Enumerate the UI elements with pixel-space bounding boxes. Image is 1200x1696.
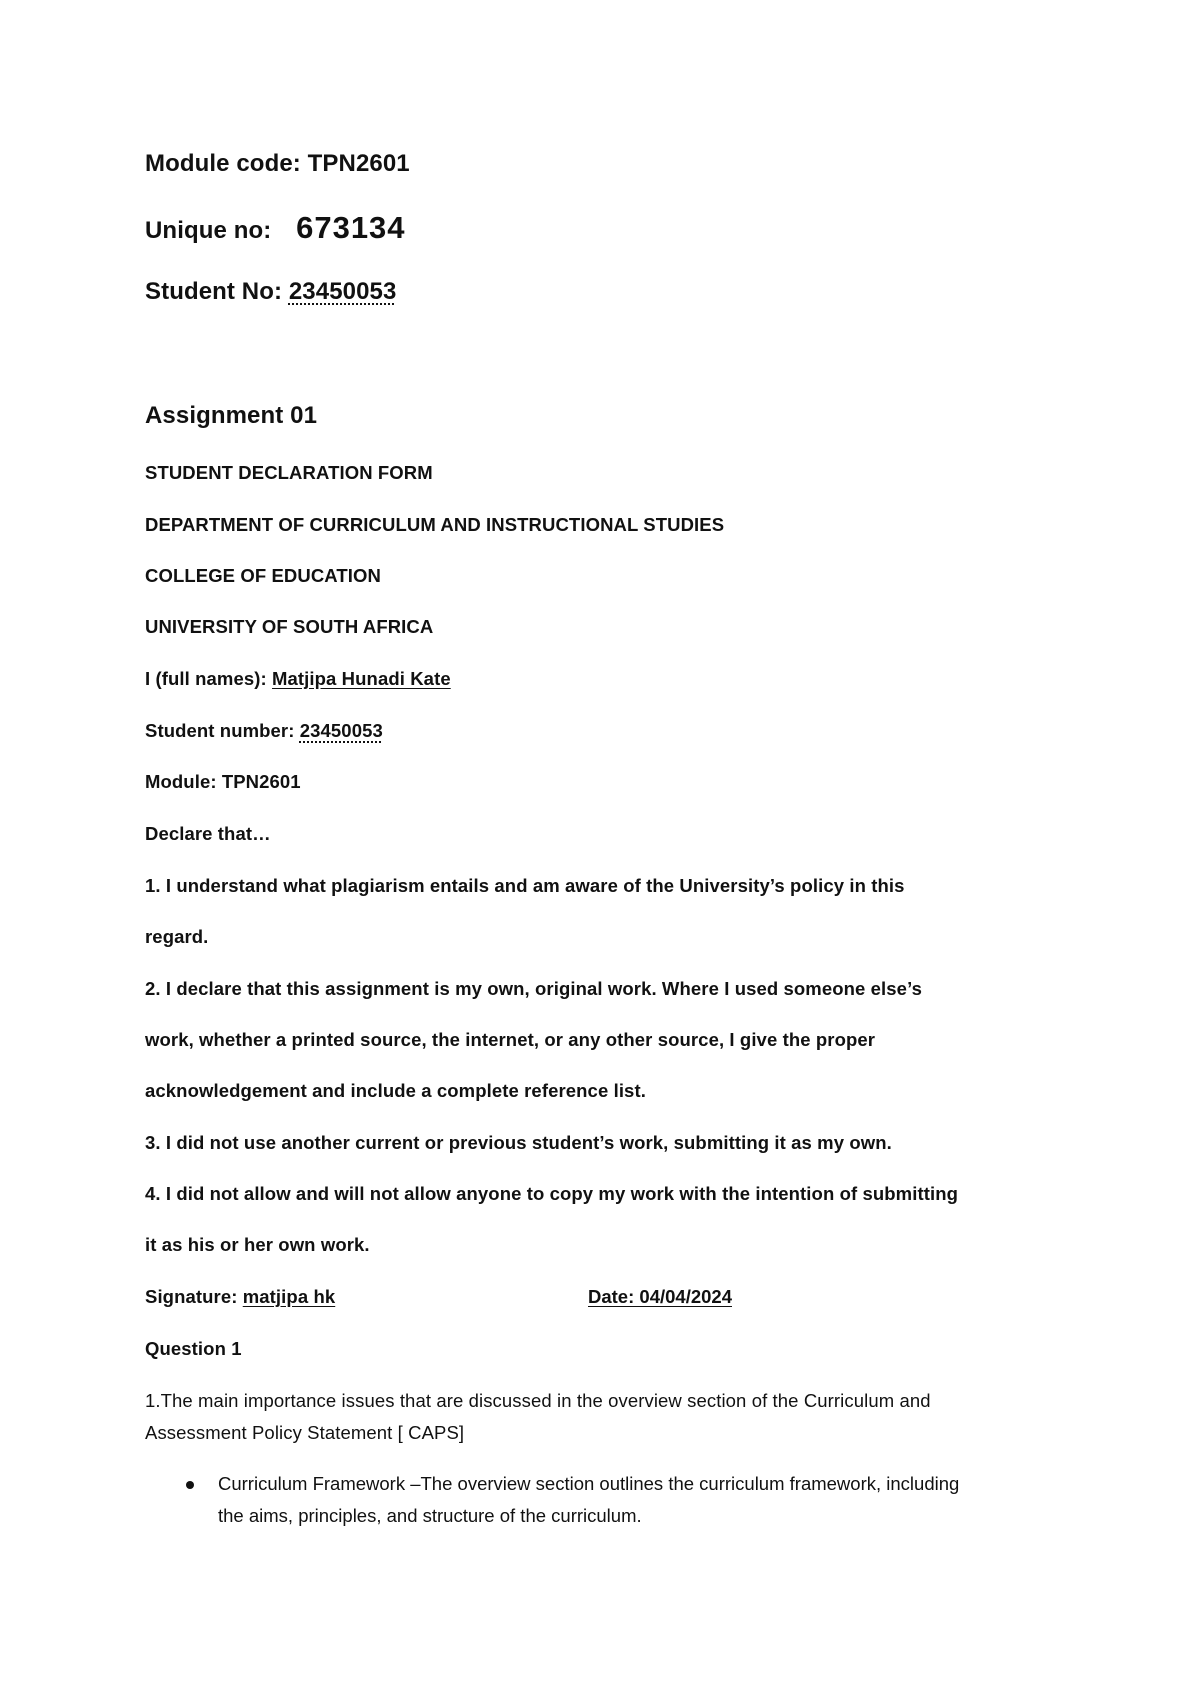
question-text-line: Assessment Policy Statement [ CAPS] [145, 1422, 465, 1443]
student-no-line [145, 278, 396, 306]
form-title: STUDENT DECLARATION FORM [145, 462, 433, 483]
declaration-line: 3. I did not use another current or previous student’s work, submitting it as my own. [145, 1132, 892, 1153]
declaration-line: it as his or her own work. [145, 1234, 370, 1255]
module-line: Module: TPN2601 [145, 771, 301, 792]
bullet-text-line: the aims, principles, and structure of the curriculum. [218, 1505, 642, 1526]
question-text-line: 1.The main importance issues that are discussed in the overview section of the Curriculum and [145, 1390, 931, 1411]
signature-value: matjipa hk [242, 1286, 336, 1307]
assignment-title: Assignment 01 [145, 402, 318, 429]
full-names-label: I (full names): [145, 668, 267, 689]
student-number-line [145, 720, 383, 742]
declaration-line: acknowledgement and include a complete reference list. [145, 1080, 646, 1101]
college-line: COLLEGE OF EDUCATION [145, 565, 381, 586]
declaration-line: 2. I declare that this assignment is my own, original work. Where I used someone else’s [145, 978, 923, 999]
declaration-line: 1. I understand what plagiarism entails and am aware of the University’s policy in this [145, 875, 905, 896]
unique-no-line [145, 210, 406, 246]
question-heading: Question 1 [145, 1338, 242, 1359]
module-code-line [145, 150, 410, 178]
full-names-value: Matjipa Hunadi Kate [272, 668, 451, 689]
university-line: UNIVERSITY OF SOUTH AFRICA [145, 616, 434, 637]
declaration-line: regard. [145, 926, 209, 947]
student-number-label: Student number: [145, 720, 295, 741]
declare-line: Declare that… [145, 823, 271, 844]
signature-label: Signature: [145, 1286, 238, 1307]
module-code-label: Module code: [145, 150, 301, 177]
department-line: DEPARTMENT OF CURRICULUM AND INSTRUCTIONAL STUDIES [145, 514, 725, 535]
bullet-text-line: Curriculum Framework –The overview section outlines the curriculum framework, including [218, 1473, 960, 1494]
student-number-value: 23450053 [299, 720, 383, 741]
student-no-label: Student No: [145, 278, 283, 305]
signature-line [145, 1286, 335, 1308]
unique-no-label: Unique no: [145, 217, 272, 244]
student-no-value: 23450053 [288, 278, 397, 305]
full-names-line [145, 668, 451, 690]
unique-no-value: 673134 [296, 210, 406, 245]
date-field: Date: 04/04/2024 [588, 1286, 732, 1307]
bullet-icon [186, 1481, 194, 1489]
declaration-line: 4. I did not allow and will not allow anyone to copy my work with the intention of submitting [145, 1183, 959, 1204]
declaration-line: work, whether a printed source, the internet, or any other source, I give the proper [145, 1029, 876, 1050]
module-code-value: TPN2601 [307, 150, 410, 177]
